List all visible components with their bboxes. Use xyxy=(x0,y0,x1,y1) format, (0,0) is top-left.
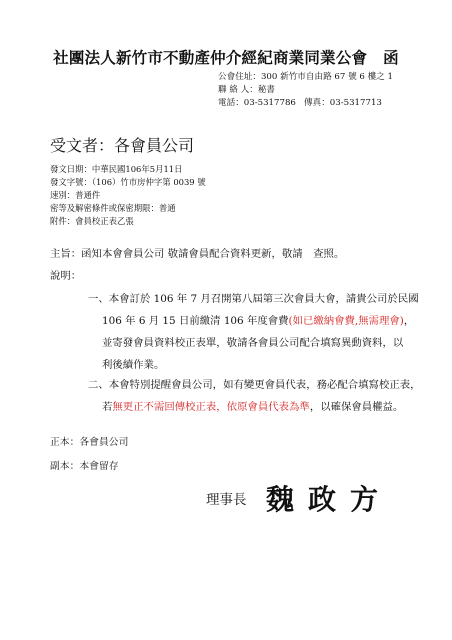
explanation-item-2 xyxy=(88,374,421,418)
explanation-item-1 xyxy=(88,288,418,376)
org-fax: 傳真：03-5317713 xyxy=(304,98,382,108)
letterhead xyxy=(0,46,452,68)
red-note: 無更正不需回傳校正表，依原會員代表為準 xyxy=(112,401,310,413)
classification: 密等及解密條件或保密期限：普通 xyxy=(50,203,176,213)
issue-date: 發文日期：中華民國106年5月11日 xyxy=(50,164,183,174)
item-line: 二、本會特別提醒會員公司，如有變更會員代表，務必配合填寫校正表， xyxy=(88,379,421,391)
org-phone: 電話：03-5317786 xyxy=(218,98,296,108)
red-note: (如已繳納會費,無需理會) xyxy=(288,315,404,327)
signature-name: 魏政方 xyxy=(266,483,393,516)
attachment: 附件：會員校正表乙張 xyxy=(50,216,134,226)
org-contact: 聯 絡 人：秘書 xyxy=(218,85,276,95)
signature-title: 理事長 xyxy=(206,492,247,508)
delivery-speed: 速別：普通件 xyxy=(50,190,101,200)
item-line: 利後續作業。 xyxy=(102,359,165,371)
subject-line: 主旨：函知本會會員公司 敬請會員配合資料更新，敬請 查照。 xyxy=(50,248,345,260)
issue-number: 發文字號：（106）竹市房仲字第 0039 號 xyxy=(50,177,206,187)
item-line: 若無更正不需回傳校正表，依原會員代表為準，以確保會員權益。 xyxy=(102,401,404,413)
org-address: 公會住址：300 新竹市自由路 67 號 6 樓之 1 xyxy=(218,72,393,82)
main-copy: 正本：各會員公司 xyxy=(50,437,129,448)
item-line: 並寄發會員資料校正表單，敬請各會員公司配合填寫異動資料，以 xyxy=(102,337,404,349)
recipient: 受文者：各會員公司 xyxy=(50,136,195,155)
copy-to: 副本：本會留存 xyxy=(50,461,119,472)
doc-kind: 函 xyxy=(383,49,399,67)
org-title: 社團法人新竹市不動產仲介經紀商業同業公會 xyxy=(53,49,368,67)
item-line: 一、本會訂於 106 年 7 月召開第八屆第三次會員大會，請貴公司於民國 xyxy=(88,293,419,305)
item-line: 106 年 6 月 15 日前繳清 106 年度會費(如已繳納會費,無需理會)， xyxy=(102,315,415,327)
explanation-heading: 說明： xyxy=(50,270,82,282)
